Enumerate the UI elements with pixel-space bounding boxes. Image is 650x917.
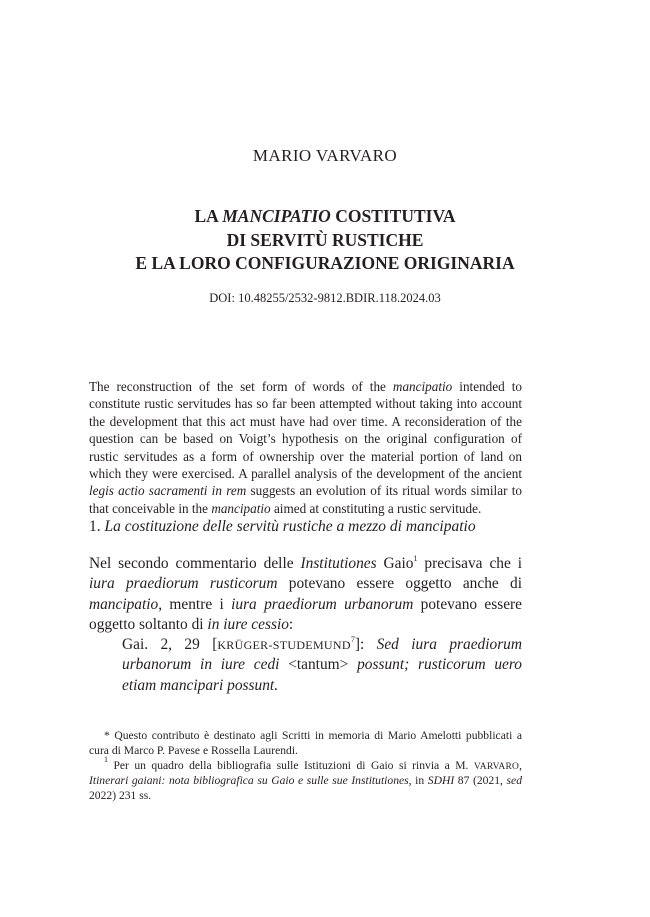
footnote-ref-1[interactable]: 1	[413, 554, 418, 563]
quote-superscript: 7	[350, 635, 355, 644]
body-italic: mancipatio	[89, 595, 159, 613]
footnote-star-text: Questo contributo è destinato agli Scritti in memoria di Mario Amelotti pubblicati a cura di Marco P. Pavese e Rossella Laurendi.	[89, 729, 522, 757]
body-italic: iura praediorum rusticorum	[89, 575, 278, 593]
abstract-italic: legis actio sacramenti in rem	[89, 483, 247, 499]
footnote-italic: Itinerari gaiani: nota bibliografica su Gaio e sulle sue Institutiones	[89, 774, 409, 788]
abstract-text: suggests an evolution of its ritual words similar to that conceivable in the	[89, 483, 522, 516]
footnote-author: VARVARO	[473, 761, 520, 772]
section-number: 1.	[89, 518, 105, 535]
quote-text: <tantum>	[279, 656, 358, 674]
author-name: MARIO VARVARO	[252, 146, 398, 165]
title-line-3: E LA LORO CONFIGURAZIONE ORIGINARIA	[135, 253, 515, 273]
footnote-italic: SDHI	[427, 774, 455, 788]
quote-italic: possunt; rusticorum uero etiam mancipari possunt.	[122, 656, 522, 694]
article-title	[60, 205, 590, 276]
footnote-text: 87 (2021,	[454, 774, 507, 788]
body-italic: in iure cessio	[207, 616, 289, 634]
abstract	[89, 378, 522, 517]
abstract-text: aimed at constituting a rustic servitude.	[270, 500, 482, 516]
block-quote	[122, 635, 522, 696]
body-text: potevano essere oggetto soltanto di	[89, 595, 522, 634]
section-heading	[89, 518, 539, 536]
body-text: , mentre i	[158, 595, 232, 613]
body-text: potevano essere oggetto anche di	[277, 575, 522, 593]
body-text: Nel secondo commentario delle	[89, 555, 301, 572]
title-line-1	[60, 205, 590, 229]
body-text: Gaio	[376, 555, 414, 572]
section-title: La costituzione delle servitù rustiche a mezzo di mancipatio	[104, 518, 476, 535]
title-text: COSTITUTIVA	[330, 206, 456, 226]
abstract-italic: mancipatio	[392, 379, 453, 394]
quote-editors: KRÜGER-STUDEMUND	[217, 638, 351, 652]
title-line-2: DI SERVITÙ RUSTICHE	[226, 229, 424, 250]
abstract-text: intended to constitute rustic servitudes has so far been attempted without taking into account the development that this act must have had over time. A reconsideration of the question can be based on Voigt’s hypothesis on the original configuration of rustic servitudes as a form of ownership over the material portion of land on which they were exercised. A parallel analysis of the development of the ancient	[89, 379, 522, 482]
doi: DOI: 10.48255/2532-9812.BDIR.118.2024.03	[209, 291, 441, 305]
footnote-1-mark: 1	[104, 754, 108, 764]
footnote-star	[89, 729, 522, 759]
footnote-text: ,	[519, 758, 522, 772]
quote-reference: ]:	[354, 636, 377, 653]
footnote-1	[89, 754, 522, 804]
body-text: precisava che i	[417, 555, 523, 572]
quote-reference: Gai. 2, 29 [	[122, 636, 218, 653]
footnote-text: 2022) 231 ss.	[89, 789, 152, 803]
footnote-star-mark: *	[104, 729, 115, 742]
quote-italic: Sed iura praediorum urbanorum in iure cedi	[122, 636, 522, 674]
footnote-italic: sed	[506, 774, 522, 788]
body-text: :	[288, 616, 294, 634]
footnotes	[89, 729, 522, 804]
abstract-italic: mancipatio	[211, 500, 271, 516]
body-paragraph	[89, 554, 522, 636]
abstract-text: The reconstruction of the set form of words of the	[89, 379, 393, 394]
body-italic: iura praediorum urbanorum	[231, 595, 414, 613]
footnote-text: Per un quadro della bibliografia sulle Istituzioni di Gaio si rinvia a M.	[108, 758, 474, 772]
title-text: LA	[194, 206, 223, 226]
body-italic: Institutiones	[300, 555, 377, 572]
title-italic: MANCIPATIO	[222, 206, 331, 226]
footnote-text: , in	[408, 774, 428, 788]
